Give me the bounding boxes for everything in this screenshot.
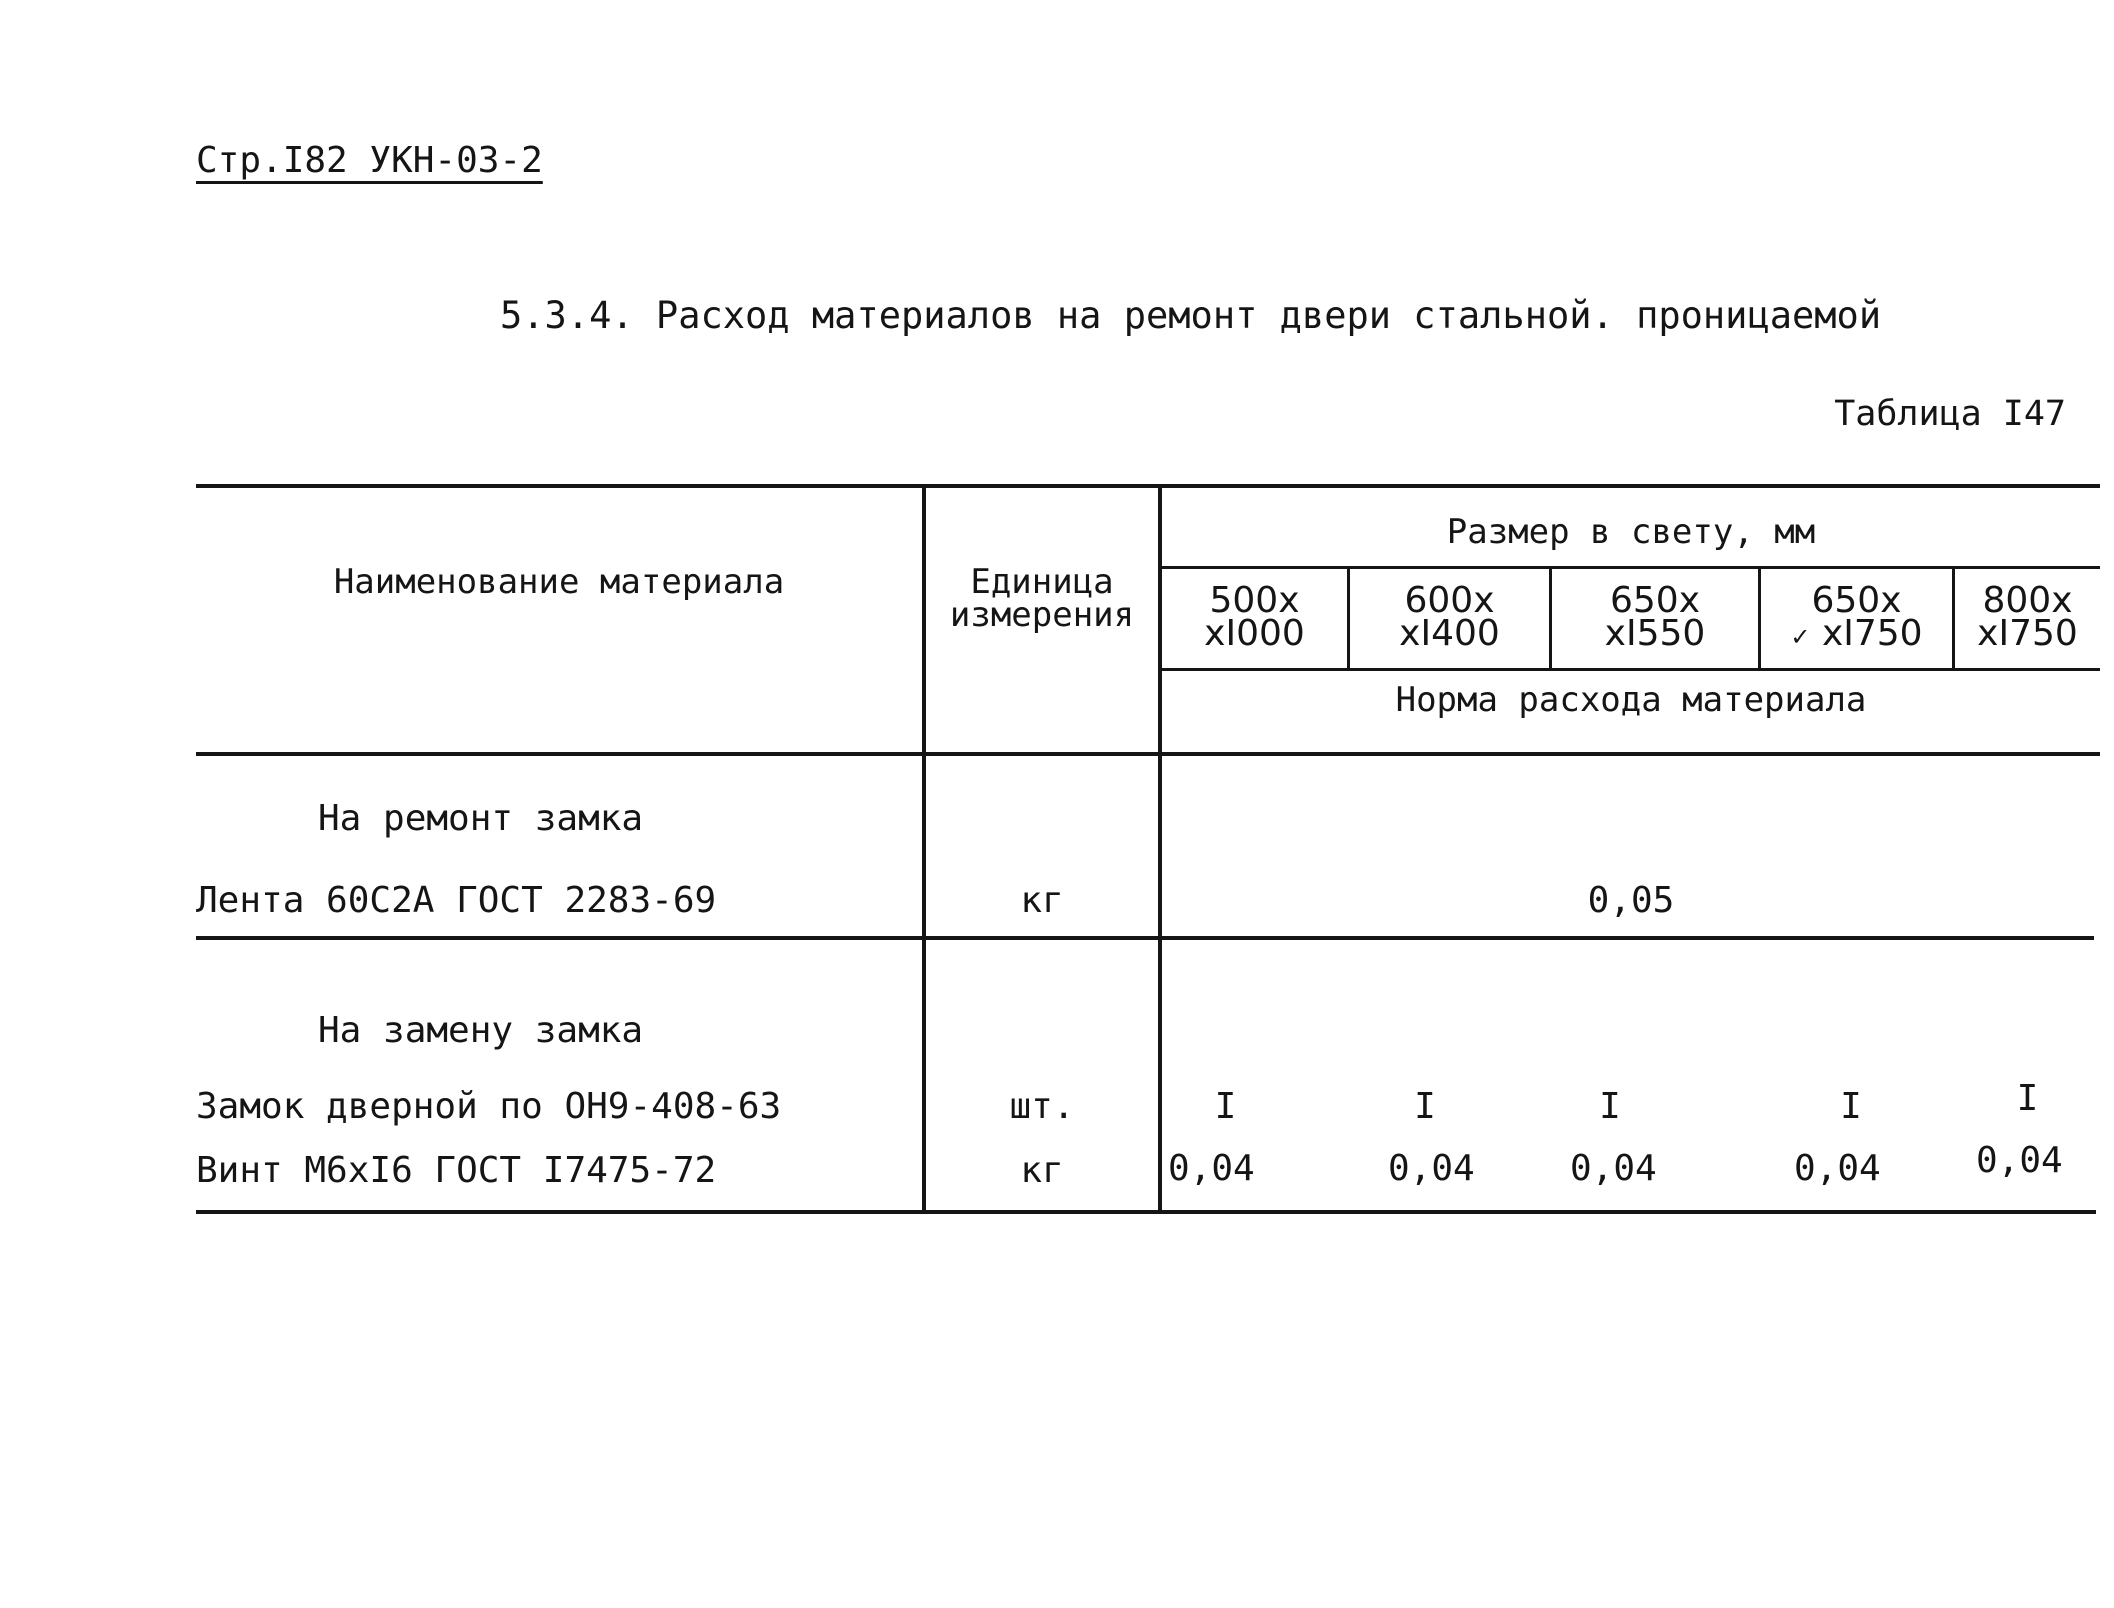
row-name: Винт М6хI6 ГОСТ I7475-72: [196, 1150, 717, 1191]
row-unit: кг: [1020, 1150, 1064, 1191]
row-value-4: I: [1840, 1086, 1862, 1127]
row-value-2: I: [1414, 1086, 1436, 1127]
size-col-5-line2: хI750: [1977, 613, 2078, 650]
size-col-2-line1: 600х: [1404, 580, 1495, 621]
header-size-group: Размер в свету, мм: [1446, 512, 1816, 552]
section1-bottom-rule: [196, 936, 2094, 940]
table-number: Таблица I47: [1834, 394, 2066, 434]
row-value-1: 0,04: [1168, 1148, 1255, 1189]
row-name: Замок дверной по ОН9-408-63: [196, 1086, 782, 1127]
size-col-5: [1955, 584, 2100, 650]
page-reference: Стр.I82 УКН-03-2: [196, 140, 543, 181]
section1-row-name: Лента 60С2А ГОСТ 2283-69: [196, 880, 717, 921]
section-title: 5.3.4. Расход материалов на ремонт двери стальной. проницаемой: [500, 294, 1882, 337]
section1-row-unit: кг: [1020, 880, 1064, 921]
header-bottom-rule: [196, 752, 2100, 756]
size-col-1-line2: хI000: [1204, 613, 1305, 654]
header-unit-line1: Единица: [970, 562, 1114, 602]
row-unit: шт.: [1009, 1086, 1075, 1127]
header-unit-line2: измерения: [949, 595, 1135, 635]
row-value-1: I: [1214, 1086, 1237, 1127]
size-col-2: [1350, 580, 1549, 654]
size-col-4-line2-wrap: [1761, 613, 1952, 654]
size-col-4-line1: 650х: [1811, 580, 1902, 621]
size-col-5-line1: 800х: [1982, 584, 2073, 621]
row-value-4: 0,04: [1794, 1148, 1881, 1189]
size-group-rule: [1160, 566, 2100, 569]
size-col-2-line2: хI400: [1399, 613, 1500, 654]
check-mark-icon: ✓: [1790, 623, 1811, 651]
size-col-1-line1: 500х: [1209, 580, 1300, 621]
row-value-5: 0,04: [1976, 1140, 2063, 1181]
header-unit: [926, 562, 1158, 635]
section2-title: На замену замка: [318, 1010, 644, 1051]
size-col-4: [1761, 580, 1952, 654]
row-value-5: I: [2016, 1078, 2039, 1119]
header-material-name: Наименование материала: [333, 562, 785, 602]
size-col-1: [1162, 580, 1347, 654]
row-value-3: I: [1599, 1086, 1621, 1127]
table-top-rule: [196, 484, 2100, 488]
header-norm: Норма расхода материала: [1395, 680, 1867, 720]
section1-title: На ремонт замка: [318, 798, 644, 839]
size-col-3-line1: 650х: [1609, 580, 1701, 621]
size-col-3: [1552, 580, 1758, 654]
size-col-4-line2: хI750: [1821, 613, 1923, 654]
size-col-3-line2: хI550: [1604, 613, 1706, 654]
row-value-2: 0,04: [1388, 1148, 1475, 1189]
section1-row-value: 0,05: [1587, 880, 1675, 921]
size-row-rule: [1160, 668, 2100, 671]
table-bottom-rule: [196, 1210, 2096, 1214]
row-value-3: 0,04: [1570, 1148, 1657, 1189]
